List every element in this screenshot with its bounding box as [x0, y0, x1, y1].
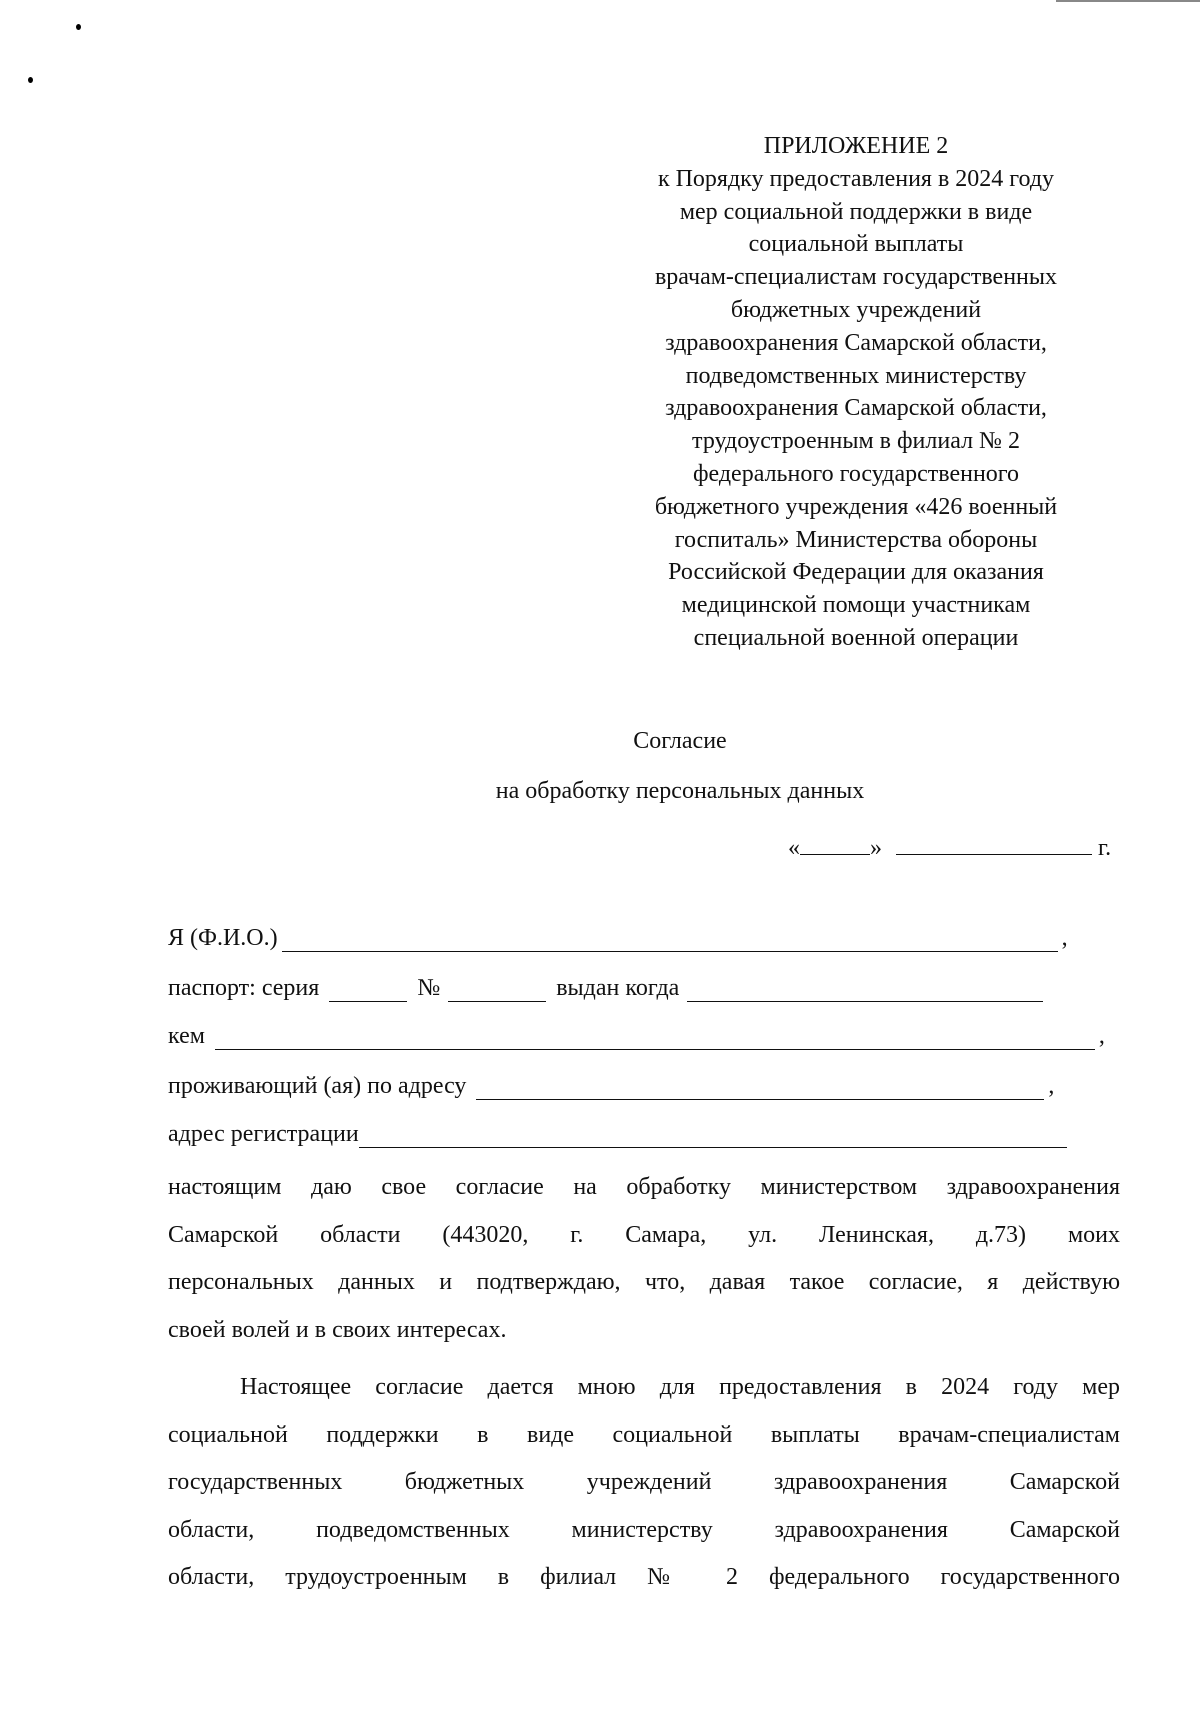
appendix-line: подведомственных министерству: [685, 362, 1027, 389]
passport-number-label: №: [417, 975, 441, 1001]
appendix-line: медицинской помощи участникам: [681, 592, 1031, 619]
registration-label: адрес регистрации: [168, 1121, 359, 1147]
fio-row: [168, 922, 1068, 952]
scan-speck: [76, 24, 81, 30]
fio-comma: ,: [1061, 925, 1068, 951]
passport-series-label: паспорт: серия: [168, 975, 320, 1001]
consent-line: Самарской области (443020, г. Самара, ул. Ленинская, д.73) моих: [168, 1221, 1120, 1248]
appendix-line: трудоустроенным в филиал № 2: [692, 428, 1020, 455]
registration-blank[interactable]: [359, 1123, 1067, 1148]
appendix-line: к Порядку предоставления в 2024 году: [657, 165, 1055, 192]
purpose-line: области, трудоустроенным в филиал № 2 федерального государственного: [168, 1564, 1120, 1591]
issued-by-comma: ,: [1098, 1023, 1105, 1049]
document-title: Согласие: [633, 728, 727, 754]
consent-paragraph: [168, 1164, 1120, 1354]
residence-blank[interactable]: [476, 1075, 1044, 1100]
appendix-line: госпиталь» Министерства обороны: [674, 526, 1038, 553]
fio-blank[interactable]: [282, 927, 1058, 952]
scan-edge-line: [1056, 0, 1200, 2]
document-subtitle: на обработку персональных данных: [495, 778, 865, 804]
issued-by-row: [168, 1020, 1105, 1050]
appendix-line: здравоохранения Самарской области,: [665, 329, 1047, 356]
appendix-title: ПРИЛОЖЕНИЕ 2: [763, 133, 949, 159]
purpose-line: государственных бюджетных учреждений здравоохранения Самарской: [168, 1469, 1120, 1496]
date-line: [788, 830, 1111, 862]
purpose-paragraph: [168, 1364, 1120, 1602]
purpose-line: социальной поддержки в виде социальной выплаты врачам-специалистам: [168, 1421, 1120, 1448]
appendix-line: здравоохранения Самарской области,: [665, 395, 1047, 422]
issued-when-blank[interactable]: [687, 977, 1043, 1002]
date-close-quote: »: [870, 835, 882, 861]
scan-speck: [28, 77, 33, 83]
year-suffix: г.: [1098, 835, 1112, 861]
passport-series-blank[interactable]: [329, 977, 407, 1002]
issued-by-label: кем: [168, 1023, 205, 1049]
consent-line: настоящим даю свое согласие на обработку министерством здравоохранения: [168, 1174, 1120, 1200]
registration-row: [168, 1118, 1071, 1148]
appendix-line: врачам-специалистам государственных: [654, 264, 1058, 291]
date-open-quote: «: [788, 835, 800, 861]
appendix-line: федерального государственного: [692, 460, 1020, 487]
residence-row: [168, 1070, 1054, 1100]
appendix-line: бюджетных учреждений: [730, 296, 982, 323]
purpose-line: Настоящее согласие дается мною для предоставления в 2024 году мер: [240, 1374, 1120, 1400]
appendix-line: бюджетного учреждения «426 военный: [654, 493, 1058, 520]
issued-by-blank[interactable]: [215, 1025, 1095, 1050]
passport-number-blank[interactable]: [448, 977, 546, 1002]
month-year-blank[interactable]: [896, 830, 1092, 855]
day-blank[interactable]: [800, 830, 870, 855]
consent-line: своей волей и в своих интересах.: [168, 1316, 507, 1343]
issued-when-label: выдан когда: [556, 975, 680, 1001]
passport-row: [168, 972, 1047, 1002]
appendix-header: [596, 130, 1116, 655]
appendix-line: Российской Федерации для оказания: [668, 559, 1044, 586]
appendix-line: мер социальной поддержки в виде: [679, 198, 1033, 225]
appendix-line: специальной военной операции: [693, 624, 1019, 651]
residence-comma: ,: [1048, 1073, 1055, 1099]
fio-label: Я (Ф.И.О.): [168, 925, 278, 951]
purpose-line: области, подведомственных министерству здравоохранения Самарской: [168, 1516, 1120, 1543]
consent-line: персональных данных и подтверждаю, что, давая такое согласие, я действую: [168, 1269, 1120, 1296]
appendix-line: социальной выплаты: [748, 231, 964, 258]
residence-label: проживающий (ая) по адресу: [168, 1073, 467, 1099]
